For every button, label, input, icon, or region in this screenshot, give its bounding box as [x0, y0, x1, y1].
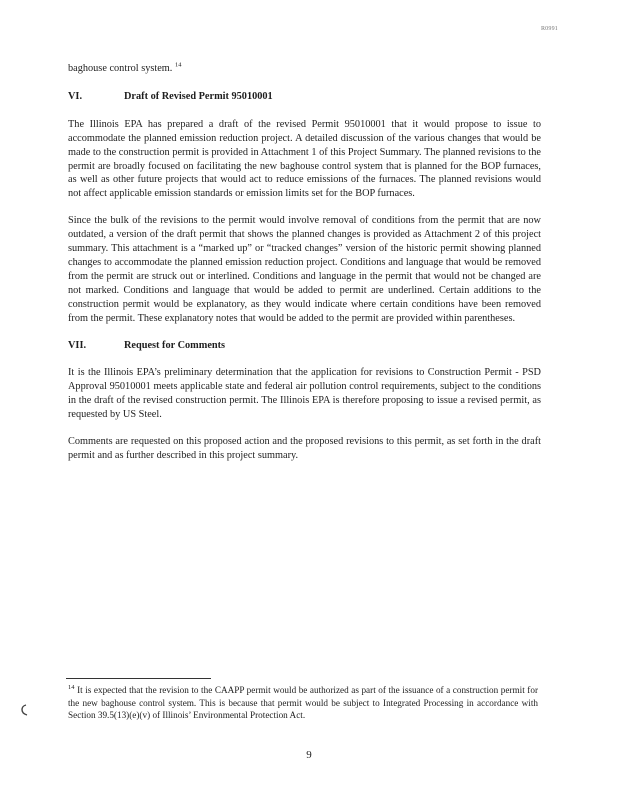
footnote-ref: 14 [174, 61, 182, 69]
paragraph: Comments are requested on this proposed action and the proposed revisions to this permit, as set forth in the draft permit and as further described in this project summary. [68, 436, 541, 461]
footnote-marker: 14 [68, 683, 75, 691]
section-heading-vii [68, 339, 541, 353]
scan-mark-icon [17, 703, 31, 717]
paragraph: It is the Illinois EPA’s preliminary determination that the application for revisions to Construction Permit - PSD Approval 95010001 meets applicable state and federal air pollution control requirements, subject to the conditions in the draft of the revised construction permit. The Illinois EPA is therefore proposing to issue a revised permit, as requested by US Steel. [68, 367, 541, 421]
document-body [68, 62, 541, 476]
page-number: 9 [306, 749, 312, 761]
page-stamp: R0991 [540, 26, 558, 32]
paragraph: The Illinois EPA has prepared a draft of the revised Permit 95010001 that it would propose to issue to accommodate the planned emission reduction project. A detailed discussion of the various changes that would be made to the construction permit is provided in Attachment 1 of this Project Summary. The planned revisions to the permit are broadly focused on facilitating the new baghouse control system that is planned for the BOP furnaces, as well as other future projects that would act to reduce emissions of the furnaces. The planned revisions would not affect applicable emission standards or emission limits set for the BOP furnaces. [68, 118, 541, 200]
footnote-text: It is expected that the revision to the CAAPP permit would be authorized as part of the issuance of a construction permit for the new baghouse control system. This is because that permit would be subject to Integrated Processing in accordance with Section 39.5(13)(e)(v) of Illinois’ Environmental Protection Act. [68, 685, 539, 721]
intro-line [68, 62, 541, 76]
section-number: VII. [68, 339, 87, 351]
footnote-divider [66, 678, 211, 679]
section-number: VI. [68, 90, 83, 102]
section-title: Request for Comments [124, 339, 226, 351]
footnote [68, 684, 538, 722]
section-title: Draft of Revised Permit 95010001 [124, 90, 273, 102]
intro-text: baghouse control system. [68, 63, 173, 74]
section-heading-vi [68, 90, 541, 104]
paragraph: Since the bulk of the revisions to the permit would involve removal of conditions from the permit that are now outdated, a version of the draft permit that shows the planned changes is provided as Attachment 2 of this project summary. This attachment is a “marked up” or “tracked changes” version of the historic permit showing planned changes to accommodate the planned emission reduction project. Conditions and language that would be removed from the permit are struck out or interlined. Conditions and language in the permit that would not be changed are not marked. Conditions and language that would be added to permit are underlined. Certain additions to the construction permit would be explanatory, as they would indicate where certain conditions have been removed from the permit. These explanatory notes that would be added to the permit are provided within parentheses. [68, 215, 541, 324]
